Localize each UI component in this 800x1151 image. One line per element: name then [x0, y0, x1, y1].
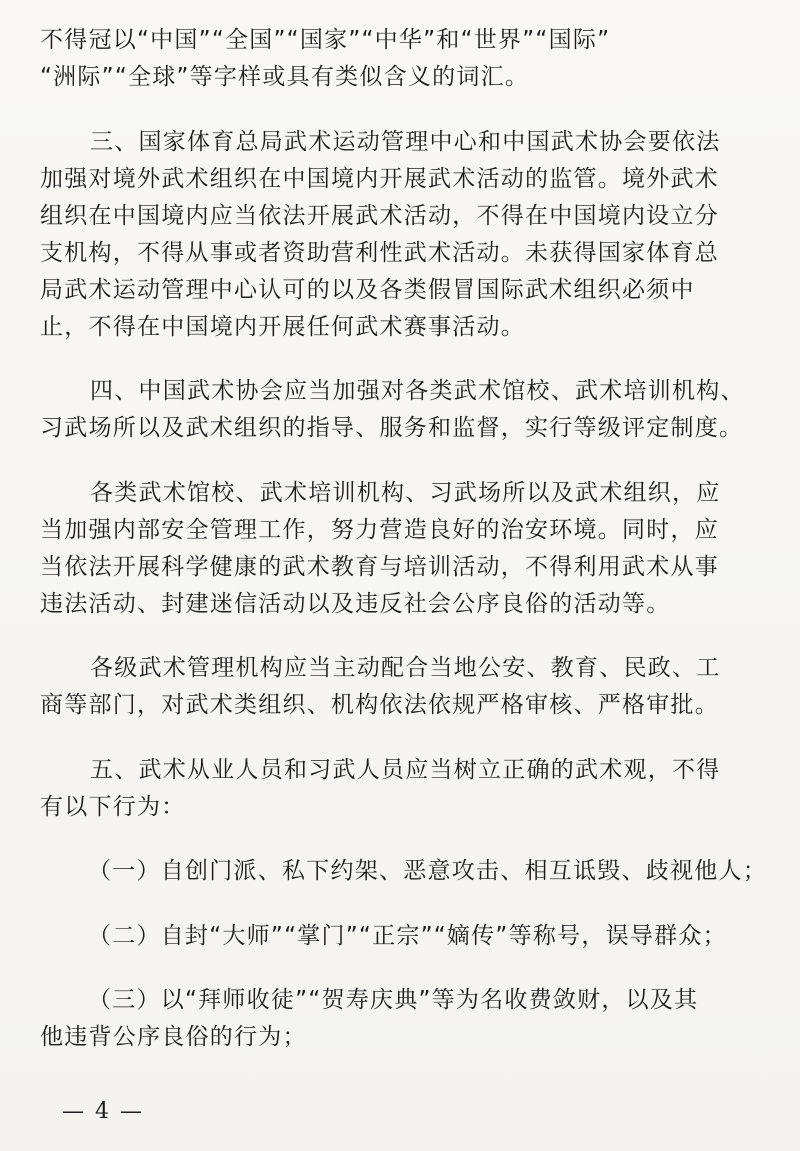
- text-line: 各类武术馆校、武术培训机构、习武场所以及武术组织，应: [90, 479, 721, 506]
- text-line: 四、中国武术协会应当加强对各类武术馆校、武术培训机构、: [90, 378, 745, 404]
- page-number: — 4 —: [62, 1099, 144, 1124]
- text-line: 组织在中国境内应当依法开展武术活动，不得在中国境内设立分: [40, 202, 719, 229]
- list-item: （三）以“拜师收徒”“贺寿庆典”等为名收费敛财，以及其: [88, 987, 699, 1013]
- paragraph-gap: [40, 447, 768, 475]
- paragraph-gap: [40, 96, 768, 124]
- text-line: 当依法开展科学健康的武术教育与培训活动，不得利用武术从事: [40, 553, 719, 580]
- text-line: 违法活动、封建迷信活动以及违反社会公序良俗的活动等。: [40, 590, 671, 617]
- text-line: “洲际”“全球”等字样或具有类似含义的词汇。: [40, 64, 530, 90]
- paragraph-gap: [40, 955, 768, 983]
- text-line: 他违背公序良俗的行为；: [40, 1024, 307, 1050]
- list-item: （一）自创门派、私下约架、恶意攻击、相互诋毁、歧视他人；: [88, 858, 767, 884]
- text-line: 加强对境外武术组织在中国境内开展武术活动的监管。境外武术: [40, 165, 719, 192]
- paragraph-gap: [40, 346, 768, 374]
- paragraph-gap: [40, 724, 768, 752]
- text-line: 各级武术管理机构应当主动配合当地公安、教育、民政、工: [90, 655, 721, 681]
- list-item: （二）自封“大师”“掌门”“正宗”“嫡传”等称号，误导群众；: [88, 922, 727, 949]
- text-line: 支机构，不得从事或者资助营利性武术活动。未获得国家体育总: [40, 239, 719, 266]
- body-text: [40, 22, 768, 1056]
- text-line: 习武场所以及武术组织的指导、服务和监督，实行等级评定制度。: [40, 415, 744, 441]
- text-line: 有以下行为：: [40, 793, 186, 820]
- text-line: 三、国家体育总局武术运动管理中心和中国武术协会要依法: [90, 128, 721, 155]
- paragraph-gap: [40, 890, 768, 918]
- text-line: 五、武术从业人员和习武人员应当树立正确的武术观，不得: [90, 756, 721, 783]
- text-line: 当加强内部安全管理工作，努力营造良好的治安环境。同时，应: [40, 516, 719, 543]
- text-line: 商等部门，对武术类组织、机构依法依规严格审核、严格审批。: [40, 692, 719, 718]
- text-line: 不得冠以“中国”“全国”“国家”“中华”和“世界”“国际”: [40, 27, 611, 53]
- text-line: 局武术运动管理中心认可的以及各类假冒国际武术组织必须中: [40, 276, 695, 303]
- paragraph-gap: [40, 826, 768, 854]
- text-line: 止，不得在中国境内开展任何武术赛事活动。: [40, 313, 525, 340]
- paragraph-gap: [40, 623, 768, 651]
